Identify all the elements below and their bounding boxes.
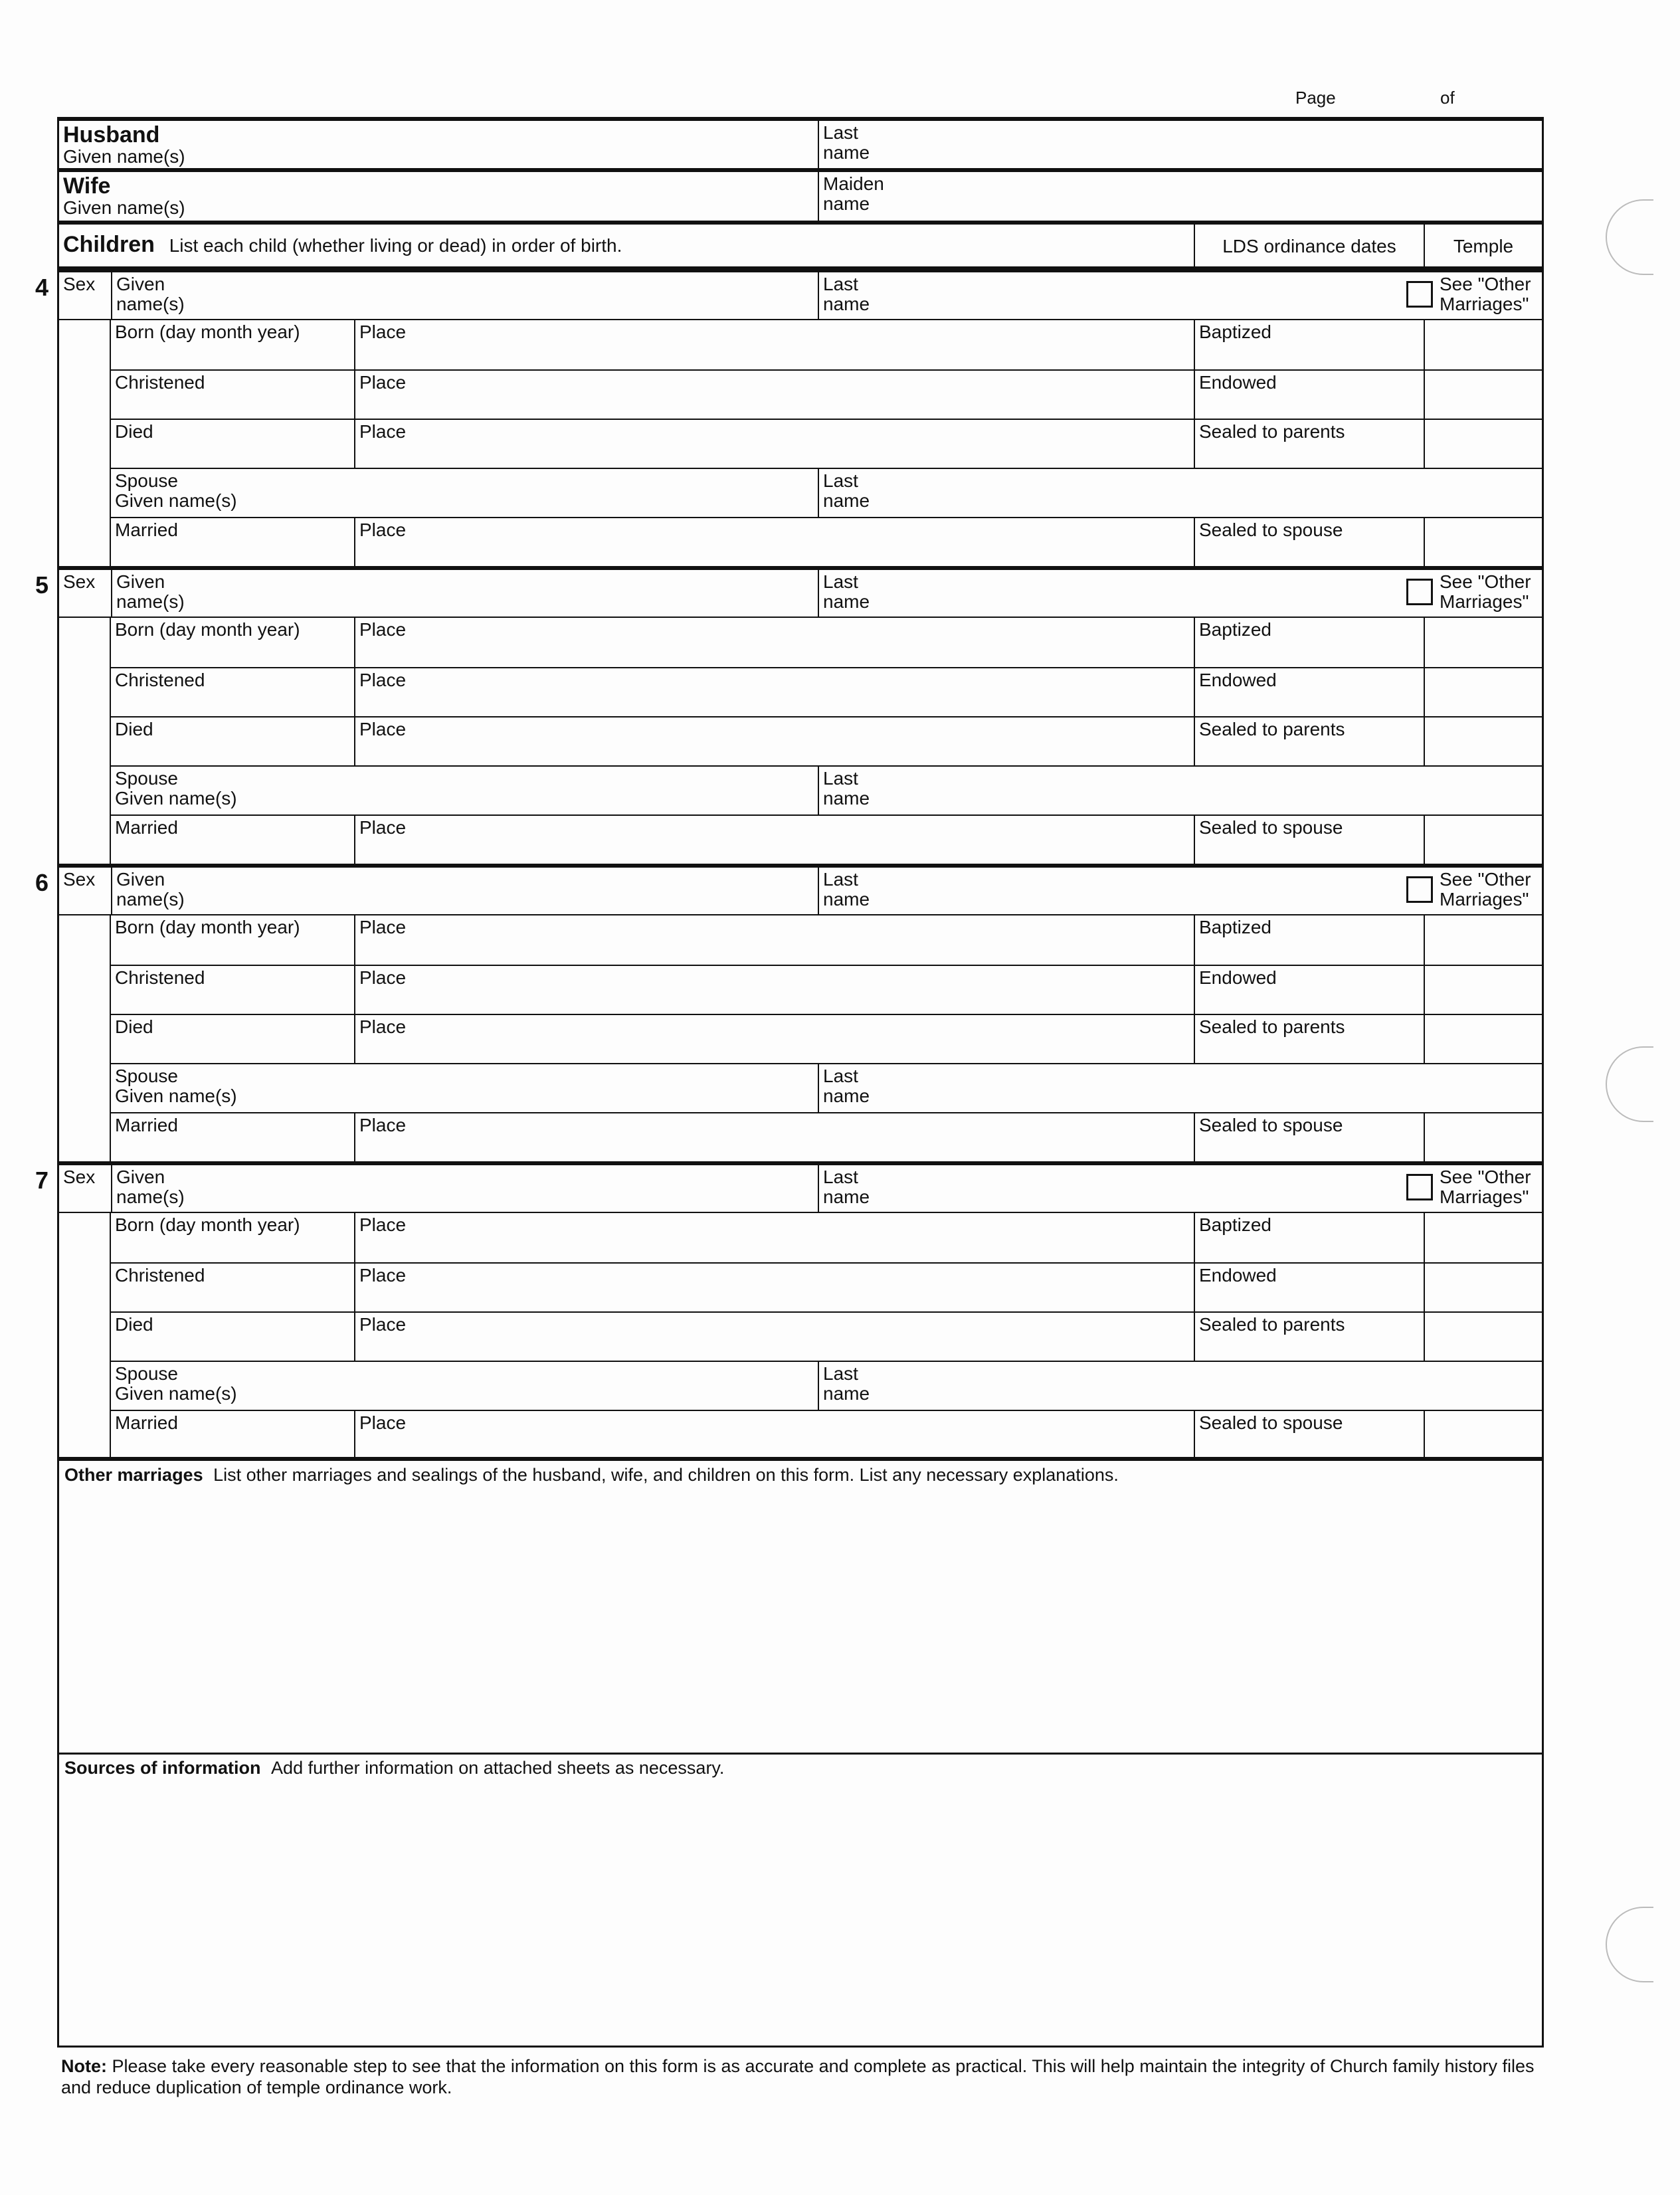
sealed-spouse-temple-field[interactable] (1424, 518, 1542, 566)
died-label: Died (115, 421, 153, 442)
sealed-spouse-field[interactable] (1194, 518, 1424, 566)
married-field[interactable] (111, 518, 354, 566)
baptized-field[interactable] (1194, 320, 1424, 369)
christened-field[interactable] (111, 1264, 354, 1311)
sealed-spouse-temple-field[interactable] (1424, 1411, 1542, 1459)
endowed-field[interactable] (1194, 1264, 1424, 1311)
last-label: Last (823, 571, 858, 592)
lds-header: LDS ordinance dates (1194, 225, 1424, 266)
spouse-given-field[interactable] (111, 469, 818, 517)
sealed-spouse-label: Sealed to spouse (1199, 817, 1343, 838)
note (57, 2055, 1544, 2098)
child-block (35, 1161, 1544, 1459)
married-place-field[interactable] (354, 1113, 1194, 1161)
baptized-field[interactable] (1194, 618, 1424, 667)
married-place-field[interactable] (354, 518, 1194, 566)
christened-label: Christened (115, 967, 205, 988)
last-label: Last (823, 1066, 858, 1086)
born-field[interactable] (111, 618, 354, 667)
baptized-label: Baptized (1199, 1214, 1271, 1235)
born-label: Born (day month year) (115, 619, 300, 640)
sealed-parents-field[interactable] (1194, 1015, 1424, 1063)
see-other-marriages[interactable] (1406, 570, 1542, 617)
last-label: Last (823, 122, 858, 143)
died-label: Died (115, 1016, 153, 1037)
last-label: Last (823, 1167, 858, 1187)
married-place-field[interactable] (354, 816, 1194, 864)
binder-hole (1606, 1046, 1653, 1122)
endowed-label: Endowed (1199, 1265, 1277, 1286)
children-header (57, 221, 1544, 268)
sealed-spouse-field[interactable] (1194, 1113, 1424, 1161)
place-label: Place (359, 670, 407, 690)
sex-spacer (59, 1213, 111, 1459)
name-label: name (823, 193, 870, 214)
place-label: Place (359, 421, 407, 442)
endowed-temple-field[interactable] (1424, 668, 1542, 716)
born-place-field[interactable] (354, 618, 1194, 667)
christened-place-field[interactable] (354, 966, 1194, 1014)
see-other-marriages[interactable] (1406, 868, 1542, 914)
sealed-parents-temple-field[interactable] (1424, 717, 1542, 765)
spouse-given-label: Given name(s) (115, 1383, 237, 1404)
baptized-field[interactable] (1194, 915, 1424, 965)
page-label: Page (1295, 88, 1336, 108)
spouse-given-field[interactable] (111, 767, 818, 814)
husband-given-label: Given name(s) (63, 146, 185, 167)
spouse-given-label: Given name(s) (115, 788, 237, 809)
see-other-label: See "Other (1440, 274, 1531, 294)
spouse-label: Spouse (115, 1363, 178, 1384)
see-other-label: See "Other (1440, 1167, 1531, 1187)
names-label: name(s) (116, 889, 185, 909)
sealed-parents-temple-field[interactable] (1424, 420, 1542, 468)
child-last-field[interactable] (818, 868, 1406, 914)
spouse-label: Spouse (115, 768, 178, 789)
born-field[interactable] (111, 320, 354, 369)
see-other-label: See "Other (1440, 571, 1531, 592)
children-desc: List each child (whether living or dead) in order of birth. (169, 235, 622, 256)
given-label: Given (116, 869, 165, 890)
see-other-label: See "Other (1440, 869, 1531, 890)
endowed-field[interactable] (1194, 371, 1424, 419)
endowed-temple-field[interactable] (1424, 966, 1542, 1014)
last-label: Last (823, 470, 858, 491)
other-marriages-title: Other marriages (64, 1465, 203, 1485)
name-label: name (823, 591, 870, 612)
endowed-temple-field[interactable] (1424, 1264, 1542, 1311)
christened-place-field[interactable] (354, 371, 1194, 419)
sex-field[interactable] (59, 570, 111, 617)
last-label: Last (823, 768, 858, 789)
endowed-label: Endowed (1199, 372, 1277, 393)
children-title: Children (63, 232, 155, 257)
married-field[interactable] (111, 1411, 354, 1459)
sealed-parents-field[interactable] (1194, 1313, 1424, 1361)
child-number: 4 (35, 274, 49, 301)
husband-last-field[interactable] (818, 121, 1542, 168)
child-block (35, 268, 1544, 566)
name-label: name (823, 142, 870, 163)
name-label: name (823, 490, 870, 511)
born-field[interactable] (111, 915, 354, 965)
baptized-temple-field[interactable] (1424, 1213, 1542, 1262)
baptized-temple-field[interactable] (1424, 915, 1542, 965)
names-label: name(s) (116, 294, 185, 314)
given-label: Given (116, 1167, 165, 1187)
name-label: name (823, 1383, 870, 1404)
place-label: Place (359, 1265, 407, 1286)
place-label: Place (359, 372, 407, 393)
wife-title: Wife (63, 173, 111, 199)
sex-spacer (59, 915, 111, 1161)
born-label: Born (day month year) (115, 1214, 300, 1235)
married-field[interactable] (111, 816, 354, 864)
born-label: Born (day month year) (115, 917, 300, 937)
given-label: Given (116, 571, 165, 592)
husband-row (57, 117, 1544, 170)
temple-header: Temple (1424, 225, 1542, 266)
sex-spacer (59, 618, 111, 864)
last-label: Last (823, 1363, 858, 1384)
married-label: Married (115, 520, 178, 540)
christened-label: Christened (115, 670, 205, 690)
died-label: Died (115, 719, 153, 739)
sealed-parents-temple-field[interactable] (1424, 1313, 1542, 1361)
spouse-last-field[interactable] (818, 469, 1542, 517)
sealed-parents-label: Sealed to parents (1199, 1016, 1345, 1037)
child-number: 6 (35, 869, 49, 896)
died-label: Died (115, 1314, 153, 1335)
place-label: Place (359, 967, 407, 988)
note-text: Please take every reasonable step to see that the information on this form is as accurate and complete as practical. This will help maintain the integrity of Church family history files and reduce duplication of temple ordinance work. (61, 2056, 1535, 2097)
place-label: Place (359, 1115, 407, 1135)
marriages-label: Marriages" (1440, 1187, 1529, 1207)
sealed-spouse-label: Sealed to spouse (1199, 1412, 1343, 1433)
place-label: Place (359, 520, 407, 540)
sex-label: Sex (63, 571, 96, 592)
child-last-field[interactable] (818, 1165, 1406, 1212)
endowed-label: Endowed (1199, 967, 1277, 988)
last-label: Last (823, 869, 858, 890)
name-label: name (823, 1187, 870, 1207)
child-block (35, 566, 1544, 864)
maiden-label: Maiden (823, 173, 884, 194)
spouse-given-field[interactable] (111, 1064, 818, 1112)
name-label: name (823, 889, 870, 909)
spouse-last-field[interactable] (818, 1362, 1542, 1410)
place-label: Place (359, 917, 407, 937)
place-label: Place (359, 1314, 407, 1335)
died-field[interactable] (111, 1313, 354, 1361)
sealed-spouse-temple-field[interactable] (1424, 1113, 1542, 1161)
husband-title: Husband (63, 122, 160, 147)
sealed-parents-label: Sealed to parents (1199, 719, 1345, 739)
other-marriages-checkbox[interactable] (1406, 876, 1433, 903)
born-place-field[interactable] (354, 915, 1194, 965)
christened-label: Christened (115, 372, 205, 393)
born-label: Born (day month year) (115, 322, 300, 342)
spouse-last-field[interactable] (818, 767, 1542, 814)
wife-maiden-field[interactable] (818, 172, 1542, 221)
christened-field[interactable] (111, 966, 354, 1014)
place-label: Place (359, 322, 407, 342)
sealed-spouse-field[interactable] (1194, 816, 1424, 864)
christened-place-field[interactable] (354, 668, 1194, 716)
sex-label: Sex (63, 274, 96, 294)
marriages-label: Marriages" (1440, 294, 1529, 314)
marriages-label: Marriages" (1440, 591, 1529, 612)
place-label: Place (359, 817, 407, 838)
children-title-cell (59, 225, 1194, 266)
other-marriages-section[interactable] (57, 1457, 1544, 1755)
born-place-field[interactable] (354, 1213, 1194, 1262)
place-label: Place (359, 1016, 407, 1037)
children-list (35, 268, 1544, 1459)
sealed-parents-temple-field[interactable] (1424, 1015, 1542, 1063)
sealed-parents-field[interactable] (1194, 717, 1424, 765)
sex-field[interactable] (59, 272, 111, 319)
spouse-last-field[interactable] (818, 1064, 1542, 1112)
sealed-parents-label: Sealed to parents (1199, 1314, 1345, 1335)
died-field[interactable] (111, 1015, 354, 1063)
died-place-field[interactable] (354, 1015, 1194, 1063)
child-number: 5 (35, 571, 49, 599)
endowed-field[interactable] (1194, 966, 1424, 1014)
child-number: 7 (35, 1167, 49, 1194)
see-other-marriages[interactable] (1406, 1165, 1542, 1212)
sex-label: Sex (63, 1167, 96, 1187)
sealed-spouse-temple-field[interactable] (1424, 816, 1542, 864)
family-group-form (35, 117, 1544, 2098)
christened-place-field[interactable] (354, 1264, 1194, 1311)
given-label: Given (116, 274, 165, 294)
sealed-spouse-field[interactable] (1194, 1411, 1424, 1459)
child-given-field[interactable] (111, 1165, 818, 1212)
binder-hole (1606, 199, 1653, 275)
spouse-given-field[interactable] (111, 1362, 818, 1410)
sealed-spouse-label: Sealed to spouse (1199, 1115, 1343, 1135)
sealed-parents-field[interactable] (1194, 420, 1424, 468)
child-given-field[interactable] (111, 570, 818, 617)
place-label: Place (359, 1412, 407, 1433)
endowed-temple-field[interactable] (1424, 371, 1542, 419)
died-place-field[interactable] (354, 717, 1194, 765)
sealed-parents-label: Sealed to parents (1199, 421, 1345, 442)
born-place-field[interactable] (354, 320, 1194, 369)
other-marriages-checkbox[interactable] (1406, 1174, 1433, 1200)
baptized-label: Baptized (1199, 322, 1271, 342)
baptized-field[interactable] (1194, 1213, 1424, 1262)
other-marriages-desc: List other marriages and sealings of the husband, wife, and children on this form. List any necessary explanations. (213, 1465, 1119, 1485)
name-label: name (823, 294, 870, 314)
christened-field[interactable] (111, 668, 354, 716)
baptized-label: Baptized (1199, 619, 1271, 640)
place-label: Place (359, 719, 407, 739)
binder-hole (1606, 1907, 1653, 1982)
sources-title: Sources of information (64, 1758, 261, 1778)
died-place-field[interactable] (354, 420, 1194, 468)
other-marriages-checkbox[interactable] (1406, 281, 1433, 308)
married-label: Married (115, 1115, 178, 1135)
spouse-given-label: Given name(s) (115, 490, 237, 511)
married-place-field[interactable] (354, 1411, 1194, 1459)
born-field[interactable] (111, 1213, 354, 1262)
marriages-label: Marriages" (1440, 889, 1529, 909)
died-field[interactable] (111, 420, 354, 468)
christened-field[interactable] (111, 371, 354, 419)
child-given-field[interactable] (111, 272, 818, 319)
wife-given-label: Given name(s) (63, 197, 185, 218)
wife-row (57, 168, 1544, 223)
baptized-temple-field[interactable] (1424, 320, 1542, 369)
married-field[interactable] (111, 1113, 354, 1161)
wife-given-field[interactable] (59, 172, 818, 221)
child-last-field[interactable] (818, 570, 1406, 617)
sex-field[interactable] (59, 1165, 111, 1212)
endowed-field[interactable] (1194, 668, 1424, 716)
name-label: name (823, 788, 870, 809)
child-last-field[interactable] (818, 272, 1406, 319)
endowed-label: Endowed (1199, 670, 1277, 690)
sex-field[interactable] (59, 868, 111, 914)
child-given-field[interactable] (111, 868, 818, 914)
place-label: Place (359, 619, 407, 640)
married-label: Married (115, 1412, 178, 1433)
died-field[interactable] (111, 717, 354, 765)
christened-label: Christened (115, 1265, 205, 1286)
names-label: name(s) (116, 1187, 185, 1207)
child-block (35, 864, 1544, 1161)
last-label: Last (823, 274, 858, 294)
spouse-given-label: Given name(s) (115, 1086, 237, 1106)
died-place-field[interactable] (354, 1313, 1194, 1361)
sources-section[interactable] (57, 1753, 1544, 2048)
sealed-spouse-label: Sealed to spouse (1199, 520, 1343, 540)
spouse-label: Spouse (115, 1066, 178, 1086)
name-label: name (823, 1086, 870, 1106)
baptized-temple-field[interactable] (1424, 618, 1542, 667)
spouse-label: Spouse (115, 470, 178, 491)
note-title: Note: (61, 2056, 107, 2076)
sex-label: Sex (63, 869, 96, 890)
names-label: name(s) (116, 591, 185, 612)
other-marriages-checkbox[interactable] (1406, 579, 1433, 605)
of-label: of (1440, 88, 1455, 108)
married-label: Married (115, 817, 178, 838)
sources-desc: Add further information on attached sheets as necessary. (271, 1758, 725, 1778)
baptized-label: Baptized (1199, 917, 1271, 937)
place-label: Place (359, 1214, 407, 1235)
sex-spacer (59, 320, 111, 566)
husband-given-field[interactable] (59, 121, 818, 168)
see-other-marriages[interactable] (1406, 272, 1542, 319)
